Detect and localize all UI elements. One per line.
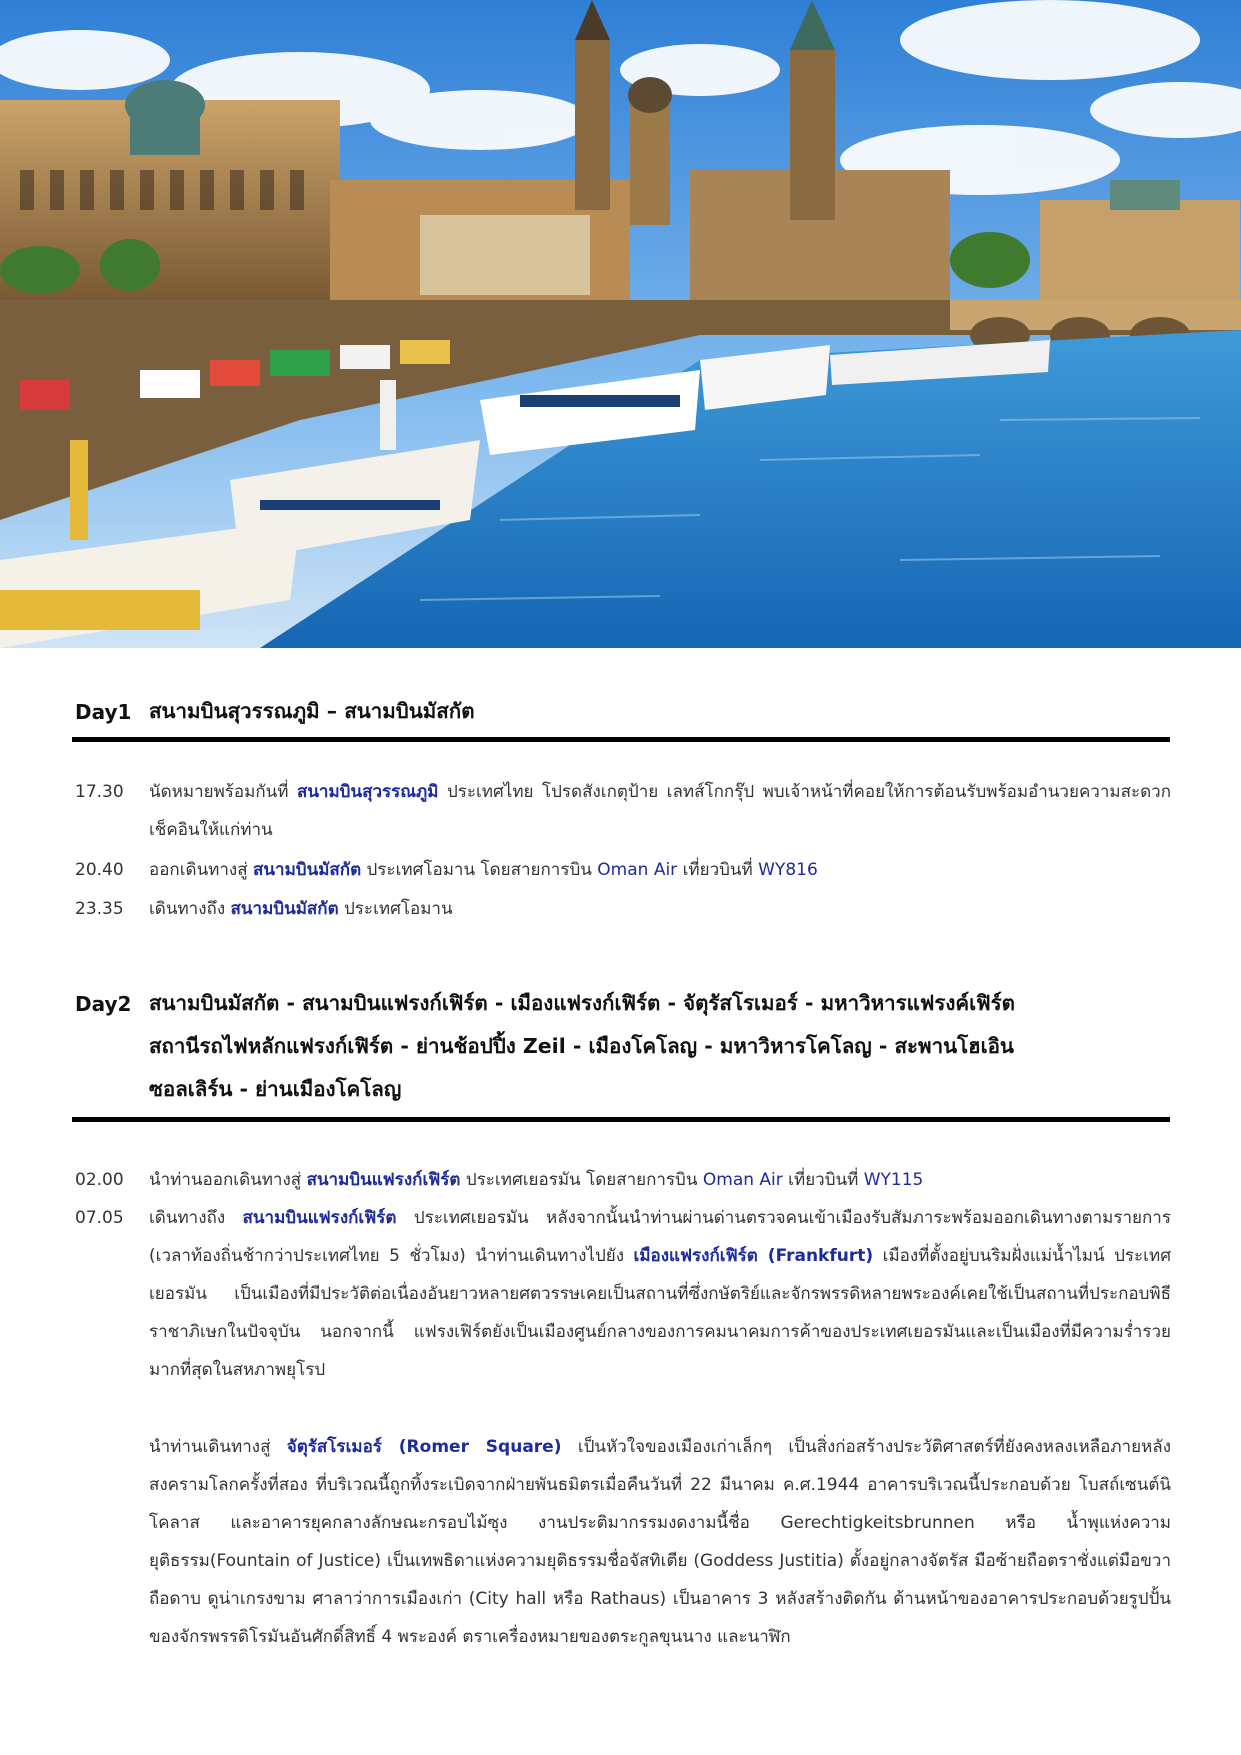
- day2-title-line: ซอลเลิร์น - ย่านเมืองโคโลญ: [149, 1077, 402, 1101]
- place-highlight: สนามบินมัสกัต: [230, 899, 339, 919]
- day2-divider: [72, 1117, 1170, 1122]
- day1-item-2: [75, 851, 1171, 889]
- day2-label: Day2: [75, 992, 132, 1016]
- flight-number: WY816: [758, 860, 818, 880]
- city-highlight: เมืองแฟรงก์เฟิร์ต (Frankfurt): [633, 1246, 874, 1266]
- item-text: เดินทางถึง สนามบินแฟรงก์เฟิร์ต ประเทศเยอรมัน หลังจากนั้นนำท่านผ่านด่านตรวจคนเข้าเมืองรับสัมภาระพร้อมออกเดินทางตามรายการ (เวลาท้องถิ่นช้ากว่าประเทศไทย 5 ชั่วโมง) นำท่านเดินทางไปยัง เมืองแฟรงก์เฟิร์ต (Frankfurt) เมืองที่ตั้งอยู่บนริมฝั่งแม่น้ำไมน์ ประเทศเยอรมัน เป็นเมืองที่มีประวัติต่อเนื่องอันยาวหลายศตวรรษเคยเป็นสถานที่ซึ่งกษัตริย์และจักรพรรดิหลายพระองค์เคยใช้เป็นสถานที่ประกอบพิธีราชาภิเษกในปัจจุบัน นอกจากนี้ แฟรงเฟิร์ตยังเป็นเมืองศูนย์กลางของการคมนาคมการค้าของประเทศเยอรมันและเป็นเมืองที่มีความร่ำรวยมากที่สุดในสหภาพยุโรป: [149, 1208, 1171, 1380]
- airline-highlight: Oman Air: [597, 860, 678, 880]
- day2-title: [149, 982, 1171, 1111]
- place-highlight: สนามบินมัสกัต: [253, 860, 362, 880]
- flight-number: WY115: [863, 1170, 924, 1190]
- item-text: เดินทางถึง สนามบินมัสกัต ประเทศโอมาน: [149, 899, 453, 919]
- day1-label: Day1: [75, 700, 132, 724]
- item-text: นัดหมายพร้อมกันที่ สนามบินสุวรรณภูมิ ประเทศไทย โปรดสังเกตุป้าย เลทส์โกกรุ๊ป พบเจ้าหน้าที่คอยให้การต้อนรับพร้อมอำนวยความสะดวกเช็คอินให้แก่ท่าน: [149, 782, 1171, 840]
- day2-item-1: [75, 1161, 1171, 1199]
- day1-heading: [75, 700, 1171, 722]
- day2-title-line: สถานีรถไฟหลักแฟรงก์เฟิร์ต - ย่านช้อปปิ้ง Zeil - เมืองโคโลญ - มหาวิหารโคโลญ - สะพานโฮเอิน: [149, 1034, 1014, 1058]
- item-text: ออกเดินทางสู่ สนามบินมัสกัต ประเทศโอมาน โดยสายการบิน Oman Air เที่ยวบินที่ WY816: [149, 860, 818, 880]
- item-time: 17.30: [75, 782, 124, 802]
- hero-photo: [0, 0, 1241, 648]
- dresden-riverside-icon: [0, 0, 1241, 648]
- day2-heading: [75, 982, 1171, 1111]
- day1-item-1: [75, 773, 1171, 849]
- place-highlight: สนามบินสุวรรณภูมิ: [296, 782, 439, 802]
- romer-square-paragraph: นำท่านเดินทางสู่ จัตุรัสโรเมอร์ (Romer Square) เป็นหัวใจของเมืองเก่าเล็กๆ เป็นสิ่งก่อสร้างประวัติศาสตร์ที่ยังคงหลงเหลือภายหลังสงครามโลกครั้งที่สอง ที่บริเวณนี้ถูกทิ้งระเบิดจากฝ่ายพันธมิตรเมื่อคืนวันที่ 22 มีนาคม ค.ศ.1944 อาคารบริเวณนี้ประกอบด้วย โบสถ์เซนต์นิโคลาส และอาคารยุคกลางลักษณะกรอบไม้ซุง งานประติมากรรมงดงามนี้ชื่อ Gerechtigkeitsbrunnen หรือ น้ำพุแห่งความยุติธรรม(Fountain of Justice) เป็นเทพธิดาแห่งความยุติธรรมชื่อจัสทิเตีย (Goddess Justitia) ตั้งอยู่กลางจัตรัส มือซ้ายถือตราชั่งแต่มือขวาถือดาบ ดูน่าเกรงขาม ศาลาว่าการเมืองเก่า (City hall หรือ Rathaus) เป็นอาคาร 3 หลังสร้างติดกัน ด้านหน้าของอาคารประกอบด้วยรูปปั้นของจักรพรรดิโรมันอันศักดิ์สิทธิ์ 4 พระองค์ ตราเครื่องหมายของตระกูลขุนนาง และนาฬิก: [149, 1437, 1171, 1647]
- day2-title-line: สนามบินมัสกัต - สนามบินแฟรงก์เฟิร์ต - เมืองแฟรงก์เฟิร์ต - จัตุรัสโรเมอร์ - มหาวิหารแฟรงค์เฟิร์ต: [149, 991, 1015, 1015]
- airline-highlight: Oman Air: [702, 1170, 783, 1190]
- day2-item-2: [75, 1199, 1171, 1389]
- item-time: 07.05: [75, 1208, 124, 1228]
- day1-item-3: [75, 890, 1171, 928]
- item-time: 20.40: [75, 860, 124, 880]
- item-time: 02.00: [75, 1170, 124, 1190]
- day1-divider: [72, 737, 1170, 742]
- place-highlight: สนามบินแฟรงก์เฟิร์ต: [306, 1170, 461, 1190]
- day1-title: สนามบินสุวรรณภูมิ – สนามบินมัสกัต: [149, 699, 475, 723]
- item-time: 23.35: [75, 899, 124, 919]
- item-text: นำท่านออกเดินทางสู่ สนามบินแฟรงก์เฟิร์ต ประเทศเยอรมัน โดยสายการบิน Oman Air เที่ยวบินที่ WY115: [149, 1170, 924, 1190]
- place-highlight: จัตุรัสโรเมอร์ (Romer Square): [286, 1437, 562, 1457]
- place-highlight: สนามบินแฟรงก์เฟิร์ต: [242, 1208, 397, 1228]
